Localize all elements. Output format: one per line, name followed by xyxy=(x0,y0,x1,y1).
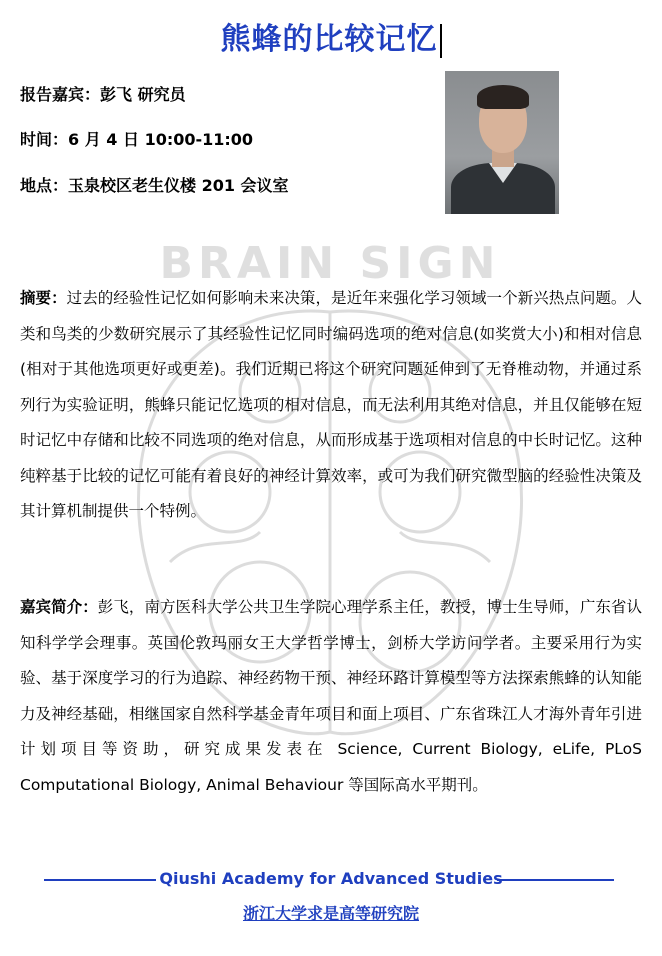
time-value: 6 月 4 日 10:00-11:00 xyxy=(68,130,254,149)
speaker-line xyxy=(20,82,186,105)
time-line xyxy=(20,127,253,150)
page-title xyxy=(0,14,662,58)
speaker-value: 彭飞 研究员 xyxy=(100,85,186,104)
bio-text: 彭飞，南方医科大学公共卫生学院心理学系主任，教授，博士生导师，广东省认知科学学会理事。英国伦敦玛丽女王大学哲学博士，剑桥大学访问学者。主要采用行为实验、基于深度学习的行为追踪、神经药物干预、神经环路计算模型等方法探索熊蜂的认知能力及神经基础，相继国家自然科学基金青年项目和面上项目、广东省珠江人才海外青年引进计划项目等资助，研究成果发表在 Science, Current Biology, eLife, PLoS Computational Biology, Animal Behaviour 等国际高水平期刊。 xyxy=(20,598,642,794)
bio-label: 嘉宾简介： xyxy=(20,598,98,616)
time-label: 时间： xyxy=(20,130,69,149)
abstract-text: 过去的经验性记忆如何影响未来决策，是近年来强化学习领域一个新兴热点问题。人类和鸟类的少数研究展示了其经验性记忆同时编码选项的绝对信息(如奖赏大小)和相对信息(相对于其他选项更好或更差)。我们近期已将这个研究问题延伸到了无脊椎动物，并通过系列行为实验证明，熊蜂只能记忆选项的相对信息，而无法利用其绝对信息，并且仅能够在短时记忆中存储和比较不同选项的绝对信息，从而形成基于选项相对信息的中长时记忆。这种纯粹基于比较的记忆可能有着良好的神经计算效率，或可为我们研究微型脑的经验性决策及其计算机制提供一个特例。 xyxy=(20,289,642,520)
abstract-paragraph xyxy=(20,281,642,530)
abstract-label: 摘要： xyxy=(20,289,67,307)
footer-english-name: Qiushi Academy for Advanced Studies xyxy=(159,869,503,888)
bio-paragraph xyxy=(20,590,642,803)
speaker-label: 报告嘉宾： xyxy=(20,85,101,104)
footer-chinese-name: 浙江大学求是高等研究院 xyxy=(242,904,419,923)
text-cursor xyxy=(440,24,442,58)
title-text: 熊蜂的比较记忆 xyxy=(220,22,438,57)
speaker-photo xyxy=(445,71,559,214)
watermark-text: BRAIN SIGN xyxy=(159,238,501,289)
place-label: 地点： xyxy=(20,176,69,195)
place-value: 玉泉校区老生仪楼 201 会议室 xyxy=(68,176,289,195)
place-line xyxy=(20,173,289,196)
